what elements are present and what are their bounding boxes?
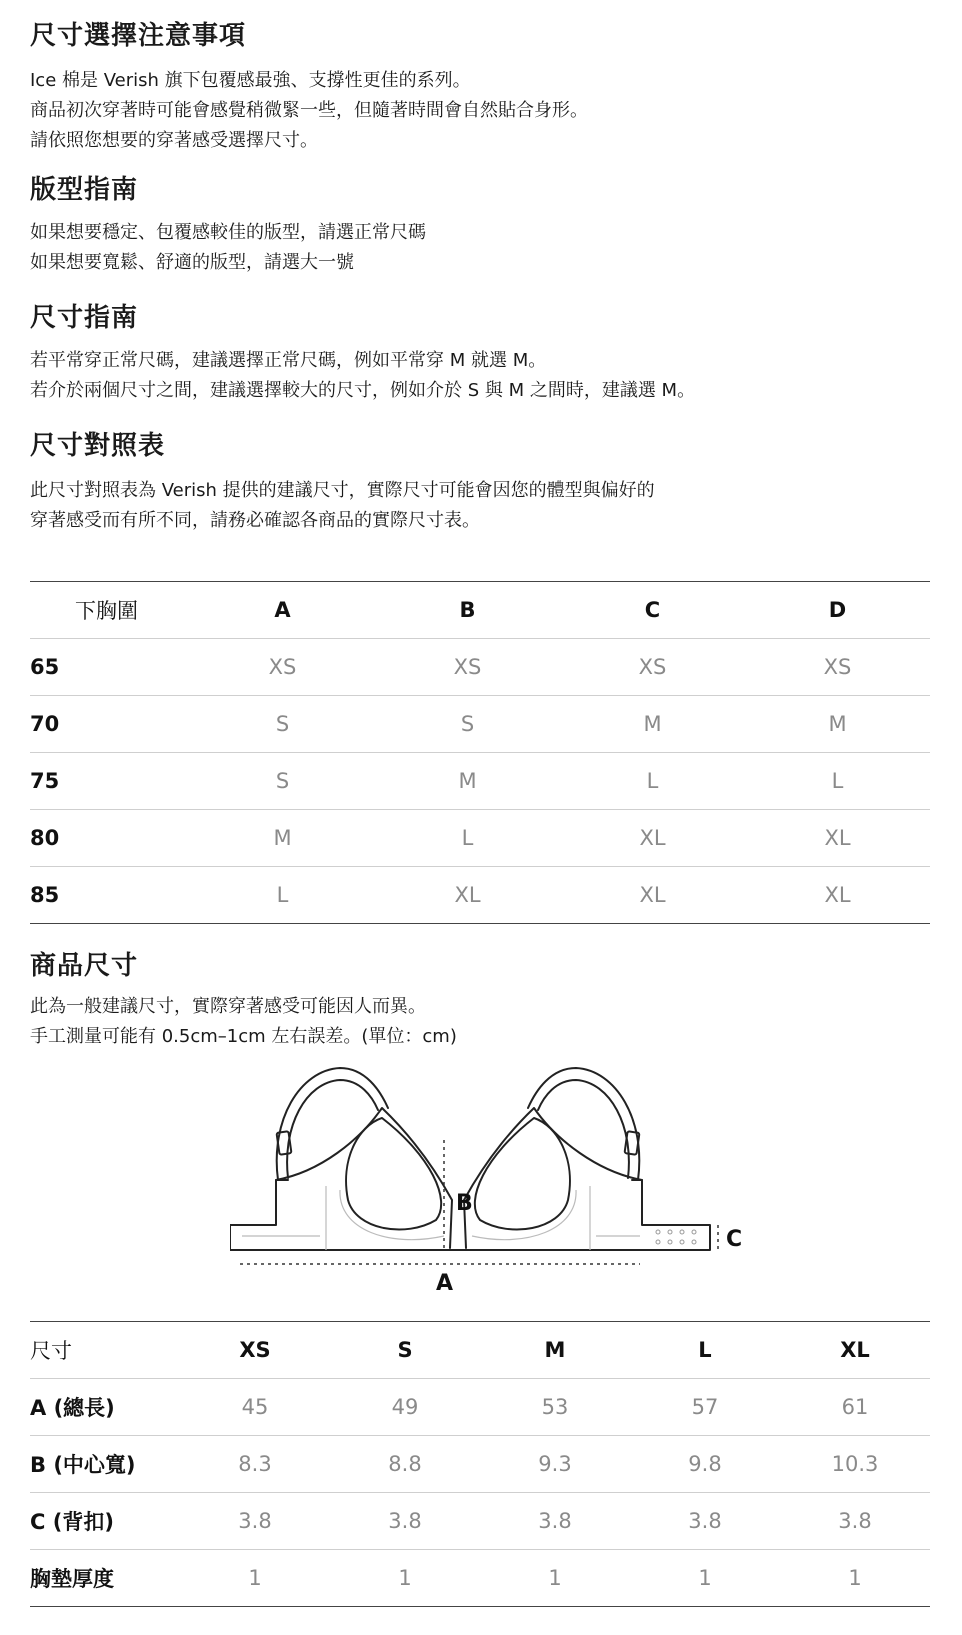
table-cell: M bbox=[375, 753, 560, 810]
bra-measurement-diagram bbox=[230, 1060, 790, 1300]
table-cell: 1 bbox=[548, 1566, 562, 1590]
table-cell: S bbox=[190, 753, 375, 810]
header-cell: 下胸圍 bbox=[30, 582, 190, 639]
text-line: 手工測量可能有 0.5cm–1cm 左右誤差。(單位：cm) bbox=[30, 1026, 457, 1047]
row-header: 75 bbox=[30, 753, 190, 810]
table-header-row bbox=[30, 582, 930, 639]
header-cell: D bbox=[745, 582, 930, 639]
table-cell: XL bbox=[824, 883, 851, 907]
row-header: B (中心寬) bbox=[30, 1436, 180, 1493]
header-cell: XL bbox=[780, 1322, 930, 1379]
table-row bbox=[30, 1436, 930, 1493]
header-cell: L bbox=[630, 1322, 780, 1379]
table-header-row bbox=[30, 1322, 930, 1379]
row-header: 70 bbox=[30, 696, 190, 753]
header-cell: B bbox=[375, 582, 560, 639]
table-row bbox=[30, 639, 930, 696]
table-cell: L bbox=[375, 810, 560, 867]
section-title: 尺寸對照表 bbox=[30, 431, 166, 461]
table-cell: S bbox=[375, 696, 560, 753]
table-cell: XS bbox=[375, 639, 560, 696]
section-title: 尺寸指南 bbox=[30, 303, 139, 333]
table-row bbox=[30, 1550, 930, 1607]
table-cell: M bbox=[560, 696, 745, 753]
table-row bbox=[30, 867, 930, 924]
header-cell: S bbox=[330, 1322, 480, 1379]
section-size-notes bbox=[30, 18, 930, 156]
table-cell: 3.8 bbox=[330, 1493, 480, 1550]
text-line: Ice 棉是 Verish 旗下包覆感最強、支撐性更佳的系列。 bbox=[30, 70, 471, 91]
table-row bbox=[30, 753, 930, 810]
label-c: C bbox=[726, 1227, 743, 1252]
table-cell: L bbox=[560, 753, 745, 810]
table-cell: XS bbox=[190, 639, 375, 696]
text-line: 若平常穿正常尺碼，建議選擇正常尺碼，例如平常穿 M 就選 M。 bbox=[30, 350, 547, 371]
section-title: 商品尺寸 bbox=[30, 951, 139, 981]
product-size-table bbox=[30, 1321, 930, 1607]
row-header: 65 bbox=[30, 639, 190, 696]
table-row bbox=[30, 696, 930, 753]
section-size-chart bbox=[30, 428, 930, 536]
size-chart-table bbox=[30, 581, 930, 924]
table-cell: 1 bbox=[848, 1566, 862, 1590]
table-row bbox=[30, 1379, 930, 1436]
table-cell: M bbox=[190, 810, 375, 867]
table-cell: XL bbox=[639, 883, 666, 907]
text-line: 如果想要寬鬆、舒適的版型，請選大一號 bbox=[30, 252, 354, 273]
table-cell: 10.3 bbox=[780, 1436, 930, 1493]
header-cell: C bbox=[560, 582, 745, 639]
section-product-size bbox=[30, 948, 930, 1052]
text-line: 穿著感受而有所不同，請務必確認各商品的實際尺寸表。 bbox=[30, 510, 480, 531]
text-line: 此尺寸對照表為 Verish 提供的建議尺寸，實際尺寸可能會因您的體型與偏好的 bbox=[30, 480, 655, 501]
table-cell: 8.8 bbox=[330, 1436, 480, 1493]
section-title: 版型指南 bbox=[30, 175, 139, 205]
table-cell: 1 bbox=[698, 1566, 712, 1590]
section-title: 尺寸選擇注意事項 bbox=[30, 21, 247, 51]
table-cell: M bbox=[745, 696, 930, 753]
row-header: A (總長) bbox=[30, 1379, 180, 1436]
table-cell: XL bbox=[454, 883, 481, 907]
header-cell: 尺寸 bbox=[30, 1322, 180, 1379]
text-line: 請依照您想要的穿著感受選擇尺寸。 bbox=[30, 130, 318, 151]
header-cell: XS bbox=[180, 1322, 330, 1379]
table-cell: XS bbox=[560, 639, 745, 696]
row-header: 胸墊厚度 bbox=[30, 1567, 114, 1591]
table-cell: XL bbox=[560, 810, 745, 867]
table-cell: 57 bbox=[630, 1379, 780, 1436]
table-cell: 8.3 bbox=[180, 1436, 330, 1493]
table-cell: 3.8 bbox=[780, 1493, 930, 1550]
table-cell: 3.8 bbox=[180, 1493, 330, 1550]
table-cell: L bbox=[276, 883, 289, 907]
section-size-guide bbox=[30, 300, 930, 406]
header-cell: M bbox=[480, 1322, 630, 1379]
label-a: A bbox=[436, 1271, 454, 1296]
table-row bbox=[30, 1493, 930, 1550]
table-cell: S bbox=[190, 696, 375, 753]
table-cell: 61 bbox=[780, 1379, 930, 1436]
table-cell: 45 bbox=[180, 1379, 330, 1436]
row-header: 85 bbox=[30, 883, 60, 907]
row-header: C (背扣) bbox=[30, 1493, 180, 1550]
table-cell: 9.3 bbox=[480, 1436, 630, 1493]
table-cell: 3.8 bbox=[630, 1493, 780, 1550]
text-line: 若介於兩個尺寸之間，建議選擇較大的尺寸，例如介於 S 與 M 之間時，建議選 M。 bbox=[30, 380, 696, 401]
table-cell: 1 bbox=[398, 1566, 412, 1590]
text-line: 此為一般建議尺寸，實際穿著感受可能因人而異。 bbox=[30, 996, 426, 1017]
header-cell: A bbox=[190, 582, 375, 639]
table-cell: XL bbox=[745, 810, 930, 867]
text-line: 商品初次穿著時可能會感覺稍微緊一些，但隨著時間會自然貼合身形。 bbox=[30, 100, 588, 121]
table-cell: 1 bbox=[248, 1566, 262, 1590]
table-cell: L bbox=[745, 753, 930, 810]
table-cell: 9.8 bbox=[630, 1436, 780, 1493]
table-cell: XS bbox=[745, 639, 930, 696]
table-cell: 53 bbox=[480, 1379, 630, 1436]
text-line: 如果想要穩定、包覆感較佳的版型，請選正常尺碼 bbox=[30, 222, 426, 243]
table-row bbox=[30, 810, 930, 867]
label-b: B bbox=[456, 1191, 473, 1216]
table-cell: 49 bbox=[330, 1379, 480, 1436]
table-cell: 3.8 bbox=[480, 1493, 630, 1550]
section-fit-guide bbox=[30, 172, 930, 278]
row-header: 80 bbox=[30, 810, 190, 867]
